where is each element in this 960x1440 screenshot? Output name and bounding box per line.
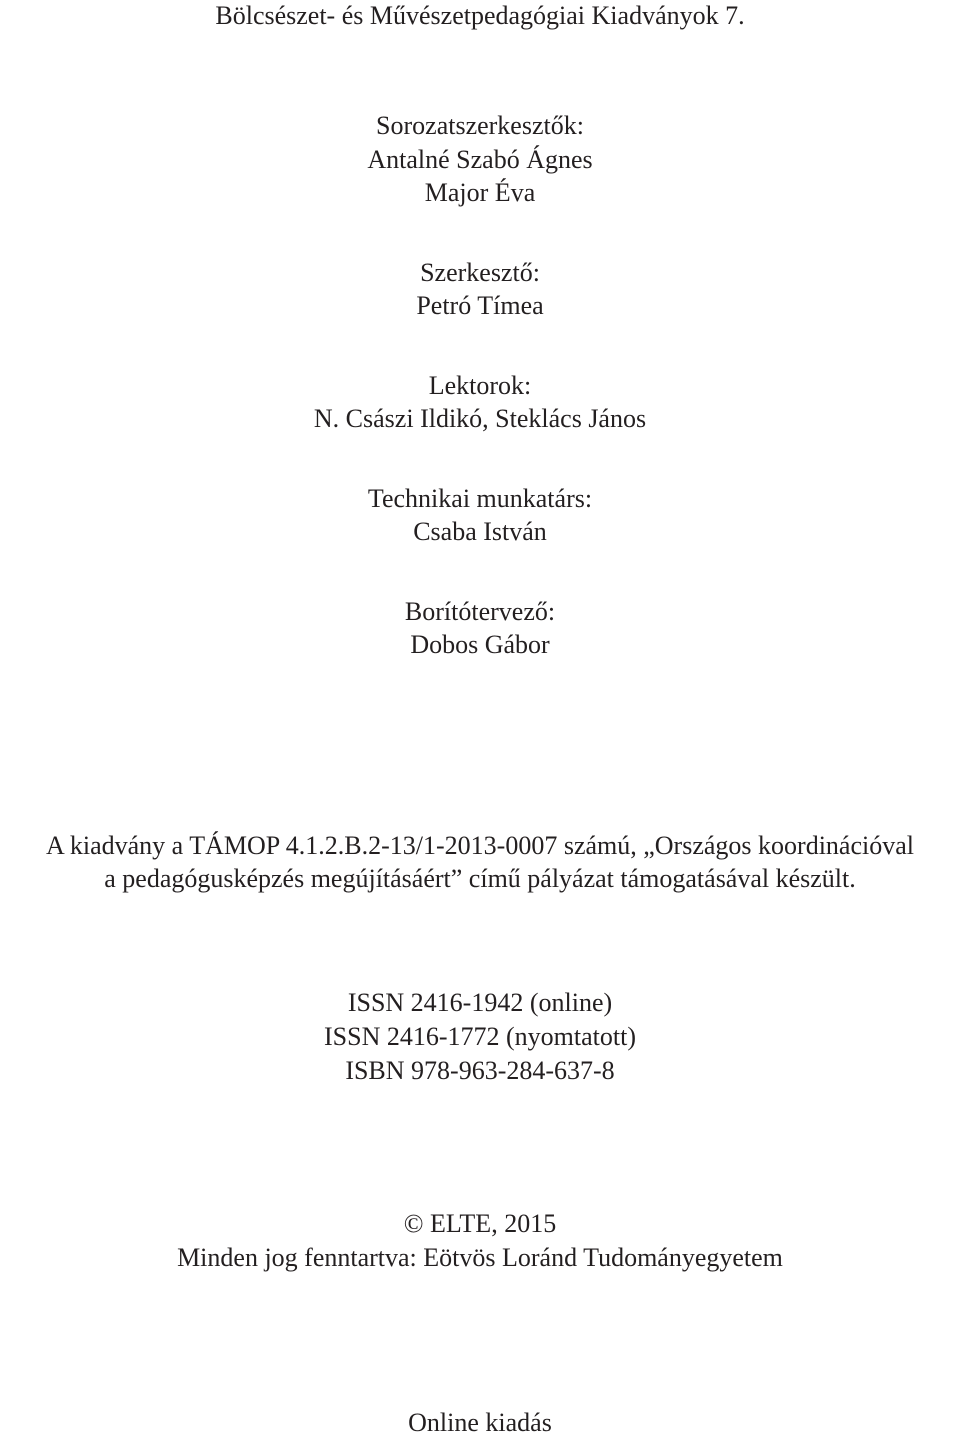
series-editor-1: Antalné Szabó Ágnes <box>367 145 593 174</box>
cover-designer-name: Dobos Gábor <box>410 630 550 659</box>
editor-name: Petró Tímea <box>416 291 544 320</box>
edition-note: Online kiadás <box>408 1408 552 1437</box>
cover-designer-label: Borítótervező: <box>404 597 556 626</box>
technical-name: Csaba István <box>413 517 547 546</box>
technical-label: Technikai munkatárs: <box>367 484 593 513</box>
editor-label: Szerkesztő: <box>420 258 540 287</box>
reviewers-names: N. Császi Ildikó, Steklács János <box>313 404 647 433</box>
rights-statement: Minden jog fenntartva: Eötvös Loránd Tudományegyetem <box>177 1243 783 1272</box>
copyright-notice: © ELTE, 2015 <box>403 1209 557 1238</box>
issn-print: ISSN 2416-1772 (nyomtatott) <box>324 1022 636 1051</box>
series-editors-label: Sorozatszerkesztők: <box>376 111 584 140</box>
issn-online: ISSN 2416-1942 (online) <box>347 988 613 1017</box>
funding-line-1: A kiadvány a TÁMOP 4.1.2.B.2-13/1-2013-0007 számú, „Országos koordinációval <box>46 831 914 860</box>
series-editor-2: Major Éva <box>424 178 536 207</box>
reviewers-label: Lektorok: <box>428 371 532 400</box>
funding-line-2: a pedagógusképzés megújításáért” című pályázat támogatásával készült. <box>104 864 856 893</box>
series-title: Bölcsészet- és Művészetpedagógiai Kiadványok 7. <box>215 1 745 30</box>
isbn: ISBN 978-963-284-637-8 <box>345 1056 615 1085</box>
